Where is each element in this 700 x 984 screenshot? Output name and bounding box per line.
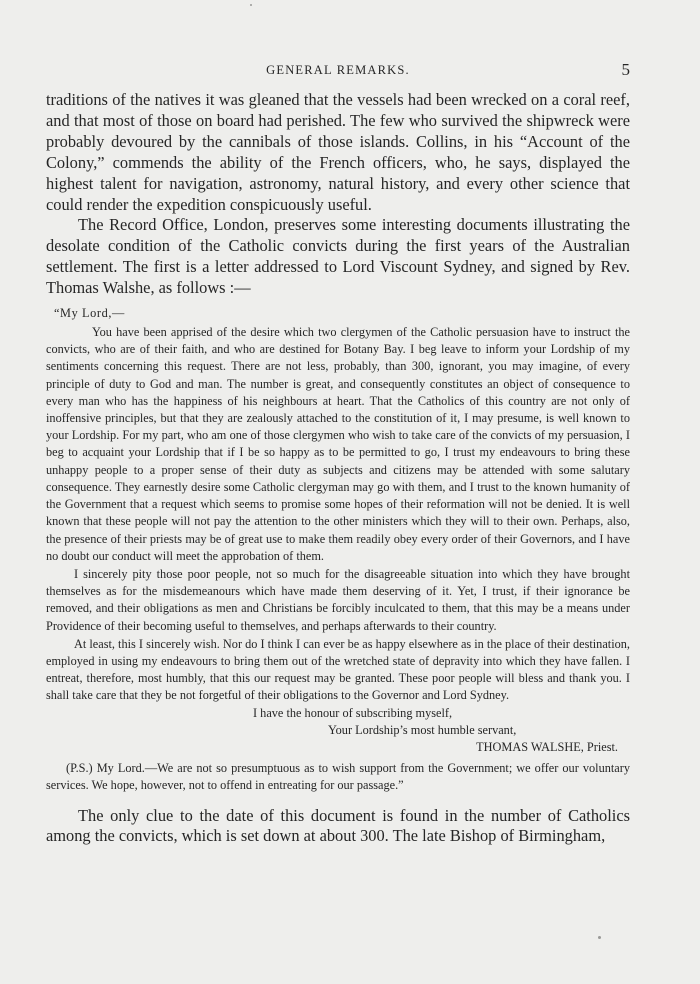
letter-closing-line-2: Your Lordship’s most humble servant, [328, 722, 517, 737]
letter-paragraph-3: At least, this I sincerely wish. Nor do I think I can ever be as happy elsewhere as in the place of their destination, employed in using my endeavours to bring them out of the wretched state of depravity into which they have fallen. I entreat, therefore, most humbly, that this our request may be granted. These poor people will bless and thank you. I shall take care that they be not forgetful of their obligations to the Governor and Lord Sydney. [46, 636, 630, 703]
running-head: GENERAL REMARKS. [266, 63, 410, 77]
letter-paragraph-1: You have been apprised of the desire which two clergymen of the Catholic persuasion have to instruct the convicts, who are of their faith, and who are destined for Botany Bay. I beg leave to inform your Lordship of my sentiments concerning this request. There are not less, probably, than 300, ignorant, you may imagine, of every principle of duty to God and man. The number is great, and consequently constitutes an object of consequence to every man who has the happiness of his neighbours at heart. That the Catholics of this country are not only of inoffensive principles, but that they are zealously attached to the constitution of it, I may presume, is well known to your Lordship. For my part, who am one of those clergymen who wish to take care of the convicts of my persuasion, I beg to acquaint your Lordship that if I be so happy as to be permitted to go, I trust my endeavours to bring these unhappy people to a proper sense of their duty as subjects and citizens may be attended with some salutary consequence. They earnestly desire some Catholic clergyman may go with them, and I trust to the known humanity of the Government that a request which seems to promise some hopes of their reformation will not be denied. It is well known that these people will not pay the attention to the other ministers which they will to their own. Perhaps, also, the presence of their priests may be of great use to make them readily obey every order of their Governors, and I have no doubt our conduct will meet the approbation of them. [46, 325, 630, 563]
paragraph-2: The Record Office, London, preserves some interesting documents illustrating the desolate condition of the Catholic convicts during the first years of the Australian settlement. The first is a letter addressed to Lord Viscount Sydney, and signed by Rev. Thomas Walshe, as follows :— [46, 215, 630, 298]
letter-signature: THOMAS WALSHE, Priest. [476, 739, 618, 754]
quoted-letter [46, 306, 630, 794]
paper-speck [250, 4, 252, 6]
body-text [46, 90, 630, 847]
paper-speck [598, 936, 601, 939]
page-header [46, 60, 630, 82]
letter-closing-line-1: I have the honour of subscribing myself, [253, 705, 453, 720]
letter-postscript: (P.S.) My Lord.—We are not so presumptuous as to wish support from the Government; we offer our voluntary services. We hope, however, not to offend in entreating for our passage.” [46, 761, 630, 793]
paragraph-1: traditions of the natives it was gleaned that the vessels had been wrecked on a coral reef, and that most of those on board had perished. The few who survived the shipwreck were probably devoured by the cannibals of those islands. Collins, in his “Account of the Colony,” commends the ability of the French officers, who, he says, displayed the highest talent for navigation, astronomy, natural history, and every other science that could render the expedition conspicuously useful. [46, 90, 630, 214]
paragraph-3: The only clue to the date of this document is found in the number of Catholics among the convicts, which is set down at about 300. The late Bishop of Birmingham, [46, 805, 630, 846]
letter-salutation: “My Lord,— [54, 306, 125, 321]
page-number: 5 [621, 60, 630, 79]
letter-paragraph-2: I sincerely pity those poor people, not so much for the disagreeable situation into which they have brought themselves as for the misdemeanours which have made them deserving of it. Yet, I trust, if their ignorance be removed, and their obligations as men and Christians be forcibly inculcated to them, that this may be a means under Providence of their becoming useful to themselves, and perhaps afterwards to their country. [46, 566, 630, 633]
